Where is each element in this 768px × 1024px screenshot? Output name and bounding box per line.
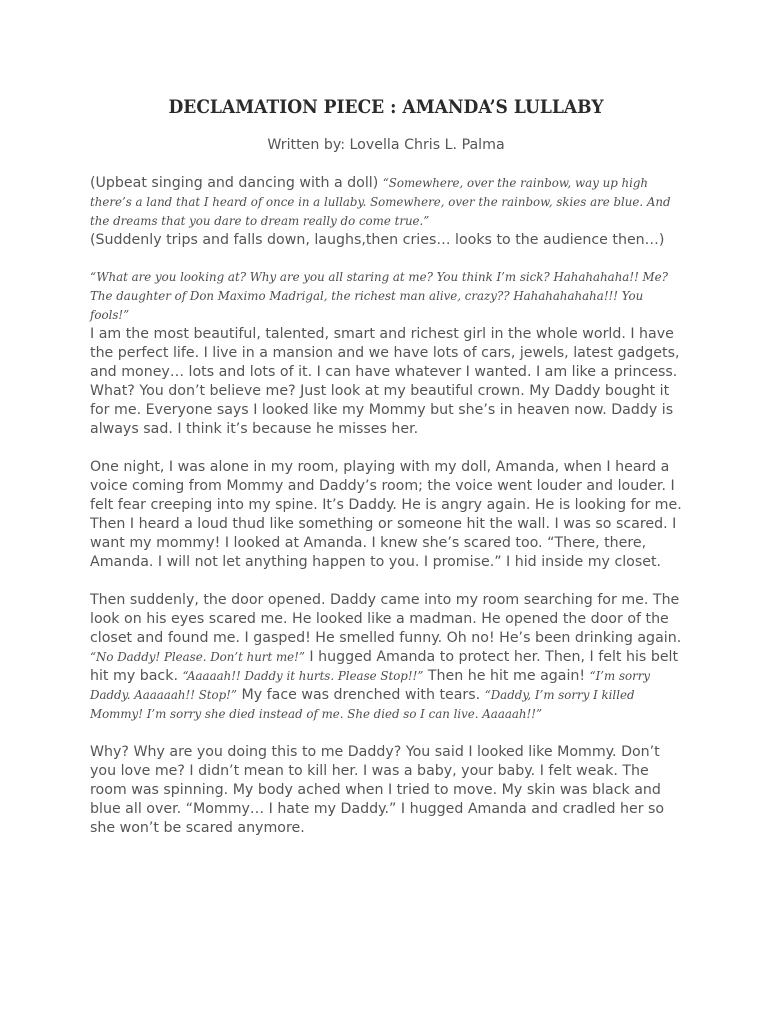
body-paragraph-1: I am the most beautiful, talented, smart and richest girl in the whole world. I have the perfect life. I live in a mansion and we have lots of cars, jewels, latest gadgets, and money… lots and lots of it. I can have whatever I wanted. I am like a princess. What? You don’t believe me? Just look at my beautiful crown. My Daddy bought it for me. Everyone says I looked like my Mommy but she’s in heaven now. Daddy is always sad. I think it’s because he misses her.: [90, 326, 680, 437]
narration-text: I hugged Amanda to protect her. Then, I felt his belt hit my back.: [90, 649, 679, 684]
narration-text: My face was drenched with tears.: [236, 687, 485, 703]
dialogue-text: “Daddy, I’m sorry I killed Mommy! I’m sorry she died instead of me. She died so I can live. Aaaaah!!”: [90, 688, 635, 721]
body-paragraph-2: One night, I was alone in my room, playing with my doll, Amanda, when I heard a voice coming from Mommy and Daddy’s room; the voice went louder and louder. I felt fear creeping into my spine. It’s Daddy. He is angry again. He is looking for me. Then I heard a loud thud like something or someone hit the wall. I was so scared. I want my mommy! I looked at Amanda. I knew she’s scared too. “There, there, Amanda. I will not let anything happen to you. I promise.” I hid inside my closet.: [90, 459, 682, 570]
narration-text: Then he hit me again!: [423, 668, 590, 684]
dialogue-text: “Aaaaah!! Daddy it hurts. Please Stop!!”: [182, 669, 424, 683]
stage-direction-paragraph: [90, 174, 682, 231]
narration-text: Then suddenly, the door opened. Daddy came into my room searching for me. The look on his eyes scared me. He looked like a madman. He opened the door of the closet and found me. I gasped! He smelled funny. Oh no! He’s been drinking again.: [90, 592, 682, 646]
document-page: [90, 92, 682, 838]
body-paragraph-3: [90, 591, 682, 724]
document-title: DECLAMATION PIECE : AMANDA’S LULLABY: [168, 96, 604, 118]
song-lyrics: “Somewhere, over the rainbow, way up high there’s a land that I heard of once in a lullaby. Somewhere, over the rainbow, skies are blue. And the dreams that you dare to dream really do come true.”: [90, 176, 671, 228]
stage-direction-paragraph-2: (Suddenly trips and falls down, laughs,then cries… looks to the audience then…): [90, 232, 665, 248]
dialogue-text: “No Daddy! Please. Don’t hurt me!”: [90, 650, 305, 664]
dialogue-quote: “What are you looking at? Why are you all staring at me? You think I’m sick? Hahahahaha!! Me? The daughter of Don Maximo Madrigal, the richest man alive, crazy?? Hahahahahaha!!! You fools!”: [90, 270, 668, 322]
body-paragraph-4: Why? Why are you doing this to me Daddy? You said I looked like Mommy. Don’t you love me? I didn’t mean to kill her. I was a baby, your baby. I felt weak. The room was spinning. My body ached when I tried to move. My skin was black and blue all over. “Mommy… I hate my Daddy.” I hugged Amanda and cradled her so she won’t be scared anymore.: [90, 744, 665, 836]
author-byline: Written by: Lovella Chris L. Palma: [267, 137, 505, 153]
stage-direction-text: (Upbeat singing and dancing with a doll): [90, 175, 383, 191]
dialogue-text: “I’m sorry Daddy. Aaaaaah!! Stop!”: [90, 669, 651, 702]
